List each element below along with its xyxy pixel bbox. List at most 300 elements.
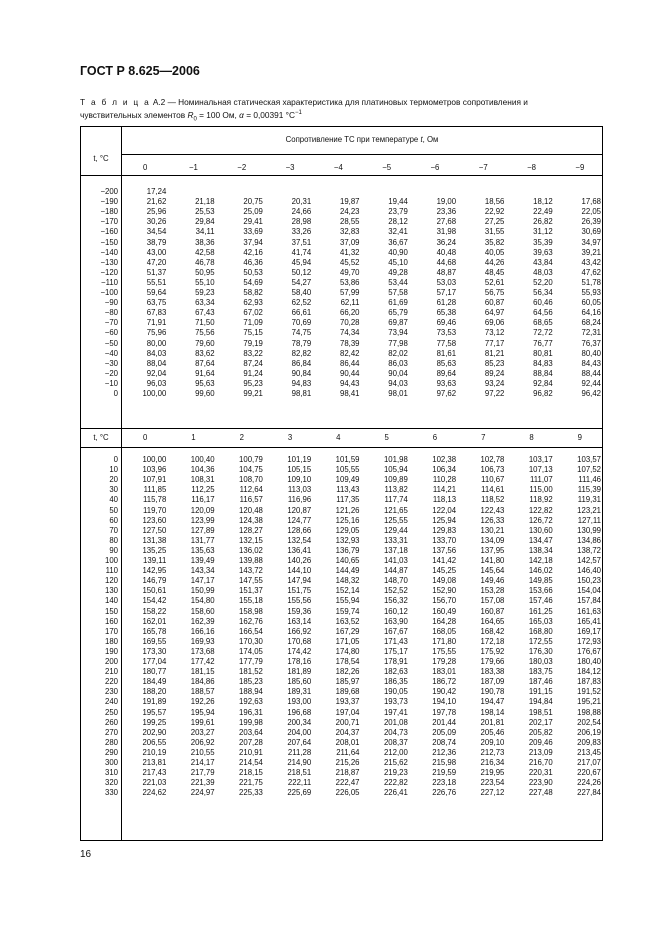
value-cell: 199,61 [190,717,215,727]
value-cell: 56,34 [533,288,553,297]
column-header-top: −8 [527,163,536,172]
value-cell: 119,31 [577,495,601,505]
value-cell: 115,78 [143,495,167,505]
value-cell: 217,43 [142,768,167,778]
value-cell: 82,82 [291,348,312,358]
value-cell: 143,72 [239,566,263,576]
value-cell: 184,86 [190,677,215,687]
value-cell: 137,95 [480,545,505,555]
value-cell: 26,39 [581,217,601,227]
value-cell: 106,73 [480,465,505,475]
value-cell: 140,65 [335,556,360,565]
value-cell: 141,03 [383,556,408,565]
value-cell: 219,95 [480,768,505,778]
value-cell: 190,78 [480,687,505,697]
value-cell: 221,39 [190,778,215,788]
value-cell: 100,40 [190,455,215,464]
value-cell: 195,57 [142,707,167,717]
value-cell: 205,46 [480,727,505,737]
value-cell: 227,84 [577,788,601,798]
temperature-cell: −70 [104,318,118,328]
temperature-cell: 320 [104,778,118,788]
value-cell: 165,78 [142,626,167,636]
temperature-cell: 280 [104,737,118,747]
value-cell: 171,05 [335,636,360,646]
value-cell: 182,26 [335,667,360,677]
value-cell: 125,94 [432,515,457,525]
value-cell: 174,80 [335,646,360,656]
value-cell: 71,91 [146,318,167,328]
value-cell: 166,54 [239,626,263,636]
value-cell: 158,60 [190,606,215,616]
value-cell: 149,85 [528,576,553,586]
value-cell: 28,12 [388,217,408,227]
value-cell: 223,54 [480,778,505,788]
temperature-cell: −100 [100,288,118,297]
value-cell: 149,08 [432,576,457,586]
temperature-cell: −200 [100,187,118,196]
value-cell: 83,62 [195,348,215,358]
value-cell: 205,82 [528,727,553,737]
value-cell: 197,78 [432,707,457,717]
value-cell: 79,60 [195,338,215,348]
value-cell: 204,00 [287,727,312,737]
value-cell: 57,17 [436,288,457,297]
value-cell: 176,30 [528,646,553,656]
value-cell: 217,79 [190,768,215,778]
value-cell: 164,28 [432,616,457,626]
temperature-cell: −190 [100,197,118,207]
value-cell: 23,36 [436,207,457,217]
value-cell: 173,68 [190,646,215,656]
value-cell: 60,05 [581,298,601,308]
value-cell: 207,64 [287,737,312,747]
value-cell: 154,80 [190,596,215,606]
value-cell: 103,57 [577,455,601,464]
group-header-rule [121,154,602,155]
temperature-cell: 160 [104,616,118,626]
value-cell: 61,69 [388,298,408,308]
column-header-bottom: 1 [191,433,196,442]
value-cell: 168,42 [480,626,505,636]
value-cell: 170,68 [287,636,312,646]
value-cell: 150,61 [142,586,167,596]
caption-line-2-end: = 0,00391 °С [243,109,295,120]
value-cell: 153,66 [528,586,553,596]
value-cell: 129,44 [383,525,408,535]
value-cell: 117,74 [384,495,408,505]
value-cell: 111,46 [578,475,601,485]
value-cell: 180,40 [577,657,601,666]
value-cell: 196,68 [287,707,312,717]
value-cell: 202,90 [142,727,167,737]
value-cell: 214,54 [239,758,263,767]
value-cell: 87,24 [243,358,263,368]
value-cell: 223,90 [528,778,553,788]
value-cell: 124,77 [287,515,312,525]
value-cell: 163,52 [335,616,360,626]
value-cell: 193,00 [287,697,312,707]
value-cell: 141,80 [480,556,505,565]
value-cell: 114,61 [481,485,505,495]
value-cell: 56,75 [484,288,505,297]
value-cell: 96,82 [533,389,553,398]
value-cell: 174,42 [287,646,312,656]
value-cell: 69,46 [436,318,457,328]
value-cell: 120,09 [190,505,215,515]
value-cell: 41,32 [339,247,360,257]
value-cell: 227,48 [528,788,553,798]
value-cell: 177,04 [142,657,167,666]
column-header-bottom: 4 [336,433,341,442]
temperature-cell: −40 [104,348,118,358]
value-cell: 128,66 [287,525,312,535]
value-cell: 64,16 [581,308,601,318]
value-cell: 17,24 [146,187,167,196]
value-cell: 37,94 [243,237,263,247]
temperature-cell: 50 [109,505,118,515]
value-cell: 101,98 [383,455,408,464]
value-cell: 82,42 [339,348,360,358]
temperature-cell: 310 [104,768,118,778]
value-cell: 30,26 [146,217,167,227]
value-cell: 212,00 [383,747,408,757]
temperature-cell: 110 [105,566,118,576]
value-cell: 18,12 [533,197,553,207]
value-cell: 100,00 [142,389,167,398]
value-cell: 144,10 [287,566,312,576]
value-cell: 162,01 [142,616,167,626]
value-cell: 25,96 [146,207,167,217]
value-cell: 43,42 [581,257,601,267]
value-cell: 49,70 [339,267,360,277]
value-cell: 213,81 [142,758,167,767]
value-cell: 160,12 [383,606,408,616]
row-label-header-top: t, °C [93,154,109,163]
temperature-cell: 100 [104,556,118,565]
value-cell: 150,23 [577,576,601,586]
value-cell: 175,55 [432,646,457,656]
temperature-cell: 130 [104,586,118,596]
value-cell: 87,64 [195,358,215,368]
value-cell: 107,13 [528,465,553,475]
value-cell: 59,64 [146,288,167,297]
value-cell: 122,82 [528,505,553,515]
value-cell: 219,59 [432,768,457,778]
value-cell: 159,36 [287,606,312,616]
value-cell: 103,96 [142,465,167,475]
value-cell: 40,05 [484,247,505,257]
value-cell: 159,74 [335,606,360,616]
value-cell: 73,12 [484,328,505,338]
value-cell: 65,38 [436,308,457,318]
value-cell: 222,82 [383,778,408,788]
value-cell: 120,87 [287,505,312,515]
value-cell: 200,34 [287,717,312,727]
value-cell: 152,14 [335,586,360,596]
value-cell: 200,71 [335,717,360,727]
value-cell: 173,30 [142,646,167,656]
value-cell: 218,15 [239,768,263,778]
value-cell: 55,93 [581,288,601,297]
value-cell: 75,96 [146,328,167,338]
value-cell: 95,63 [195,378,215,388]
value-cell: 226,41 [383,788,408,798]
value-cell: 151,37 [239,586,263,596]
temperature-cell: 0 [113,455,118,464]
temperature-cell: −140 [100,247,118,257]
value-cell: 205,09 [432,727,457,737]
value-cell: 20,31 [291,197,312,207]
group-header: Сопротивление ТС при температуре t, Ом [285,135,439,144]
value-cell: 88,04 [146,358,167,368]
temperature-cell: −90 [104,298,118,308]
value-cell: 208,01 [335,737,360,747]
value-cell: 28,55 [339,217,360,227]
value-cell: 54,69 [243,277,263,287]
value-cell: 123,21 [577,505,601,515]
value-cell: 54,27 [291,277,312,287]
value-cell: 86,44 [339,358,360,368]
value-cell: 198,51 [528,707,553,717]
value-cell: 186,72 [432,677,457,687]
temperature-cell: 120 [104,576,118,586]
value-cell: 169,93 [190,636,215,646]
value-cell: 35,82 [484,237,505,247]
value-cell: 22,05 [581,207,601,217]
value-cell: 127,11 [577,515,601,525]
value-cell: 82,02 [388,348,408,358]
value-cell: 57,99 [339,288,360,297]
value-cell: 31,55 [484,227,505,237]
value-cell: 77,17 [484,338,505,348]
value-cell: 66,61 [291,308,312,318]
value-cell: 195,94 [190,707,215,717]
value-cell: 113,82 [384,485,408,495]
value-cell: 154,04 [577,586,601,596]
value-cell: 170,30 [239,636,263,646]
value-cell: 206,19 [577,727,601,737]
value-cell: 101,59 [335,455,360,464]
temperature-cell: −30 [104,358,118,368]
value-cell: 195,21 [577,697,601,707]
temperature-cell: −20 [104,368,118,378]
value-cell: 96,03 [146,378,167,388]
value-cell: 211,28 [287,747,312,757]
value-cell: 53,86 [339,277,360,287]
value-cell: 152,90 [432,586,457,596]
value-cell: 99,60 [195,389,215,398]
value-cell: 33,69 [243,227,263,237]
value-cell: 116,17 [191,495,215,505]
value-cell: 64,97 [484,308,505,318]
page-number: 16 [80,849,92,860]
value-cell: 204,37 [335,727,360,737]
column-header-bottom: 8 [529,433,534,442]
value-cell: 103,17 [528,455,553,464]
value-cell: 36,24 [436,237,457,247]
value-cell: 181,15 [190,667,215,677]
value-cell: 104,75 [239,465,263,475]
value-cell: 213,09 [528,747,553,757]
column-header-top: −2 [237,163,247,172]
value-cell: 215,62 [383,758,408,767]
value-cell: 144,49 [335,566,360,576]
temperature-cell: 180 [104,636,118,646]
value-cell: 172,18 [480,636,505,646]
value-cell: 129,83 [432,525,457,535]
value-cell: 212,73 [480,747,505,757]
value-cell: 98,01 [388,389,408,398]
temperature-cell: 10 [109,465,118,475]
value-cell: 203,64 [239,727,263,737]
value-cell: 61,28 [436,298,457,308]
temperature-cell: −170 [100,217,118,227]
temperature-cell: 260 [104,717,118,727]
value-cell: 130,21 [480,525,505,535]
value-cell: 144,87 [383,566,408,576]
temperature-cell: 220 [104,677,118,687]
value-cell: 51,78 [581,277,601,287]
value-cell: 102,38 [432,455,457,464]
value-cell: 64,56 [533,308,553,318]
value-cell: 60,87 [484,298,505,308]
value-cell: 211,64 [336,747,360,757]
value-cell: 190,42 [432,687,457,697]
section-divider-top [81,428,602,429]
value-cell: 118,92 [529,495,553,505]
value-cell: 162,76 [239,616,263,626]
value-cell: 133,70 [432,535,457,545]
value-cell: 214,90 [287,758,312,767]
value-cell: 52,20 [533,277,553,287]
value-cell: 63,75 [146,298,167,308]
value-cell: 167,67 [383,626,408,636]
value-cell: 134,86 [577,535,601,545]
value-cell: 89,24 [484,368,505,378]
value-cell: 107,91 [142,475,167,485]
value-cell: 18,56 [484,197,505,207]
temperature-cell: −80 [104,308,118,318]
value-cell: 120,48 [239,505,263,515]
value-cell: 69,06 [484,318,505,328]
value-cell: 137,56 [432,545,457,555]
value-cell: 62,52 [291,298,312,308]
value-cell: 142,18 [528,556,553,565]
value-cell: 62,93 [243,298,263,308]
caption-line-1 [80,97,600,108]
value-cell: 97,62 [436,389,457,398]
value-cell: 89,64 [436,368,457,378]
r0-symbol: R [187,109,194,120]
value-cell: 128,27 [239,525,263,535]
value-cell: 146,79 [142,576,167,586]
value-cell: 47,62 [581,267,601,277]
value-cell: 96,42 [581,389,601,398]
r0-subscript: 0 [193,115,197,122]
temperature-cell: −60 [104,328,118,338]
value-cell: 70,69 [291,318,312,328]
value-cell: 126,72 [528,515,553,525]
temperature-cell: 150 [104,606,118,616]
column-header-top: −6 [430,163,440,172]
column-header-bottom: 0 [142,433,148,442]
value-cell: 186,35 [383,677,408,687]
value-cell: 154,42 [142,596,167,606]
value-cell: 183,01 [432,667,457,677]
value-cell: 34,11 [195,227,215,237]
value-cell: 161,25 [528,606,553,616]
value-cell: 147,17 [190,576,215,586]
value-cell: 50,53 [243,267,263,277]
value-cell: 183,38 [480,667,505,677]
value-cell: 113,43 [336,485,360,495]
value-cell: 97,22 [484,389,505,398]
temperature-cell: −110 [101,277,118,287]
value-cell: 124,38 [239,515,263,525]
value-cell: 181,89 [287,667,312,677]
value-cell: 179,28 [432,657,457,666]
value-cell: 156,32 [383,596,408,606]
value-cell: 93,63 [436,378,457,388]
value-cell: 32,83 [339,227,360,237]
value-cell: 192,26 [190,697,215,707]
value-cell: 55,51 [146,277,167,287]
temperature-cell: −180 [100,207,118,217]
value-cell: 201,44 [432,717,457,727]
temperature-cell: 0 [113,389,118,398]
value-cell: 192,63 [239,697,263,707]
value-cell: 45,94 [291,257,312,267]
value-cell: 102,78 [480,455,505,464]
value-cell: 160,49 [432,606,457,616]
resistance-table [80,126,603,841]
temperature-cell: 80 [109,535,118,545]
value-cell: 40,90 [388,247,408,257]
value-cell: 163,14 [287,616,312,626]
value-cell: 108,70 [239,475,263,485]
value-cell: 142,95 [142,566,167,576]
value-cell: 176,67 [577,646,601,656]
value-cell: 210,55 [190,747,215,757]
value-cell: 105,94 [383,465,408,475]
temperature-cell: 190 [104,646,118,656]
value-cell: 99,21 [243,389,263,398]
value-cell: 136,02 [239,545,263,555]
value-cell: 162,39 [190,616,215,626]
value-cell: 155,56 [287,596,312,606]
temperature-cell: 60 [109,515,118,525]
value-cell: 177,79 [239,657,263,666]
column-header-bottom: 6 [432,433,438,442]
value-cell: 135,25 [142,545,167,555]
row-label-divider [121,127,122,840]
value-cell: 27,25 [484,217,505,227]
value-cell: 19,00 [436,197,457,207]
temperature-cell: 70 [109,525,118,535]
value-cell: 25,09 [243,207,263,217]
caption-table-word: Т а б л и ц а [80,97,151,107]
value-cell: 58,82 [243,288,263,297]
value-cell: 111,85 [143,485,167,495]
value-cell: 30,69 [581,227,601,237]
value-cell: 206,55 [142,737,167,747]
value-cell: 60,46 [533,298,553,308]
column-header-bottom: 2 [239,433,244,442]
value-cell: 210,19 [142,747,167,757]
caption-line-2-mid: = 100 Ом, [196,109,240,120]
value-cell: 209,83 [577,737,601,747]
